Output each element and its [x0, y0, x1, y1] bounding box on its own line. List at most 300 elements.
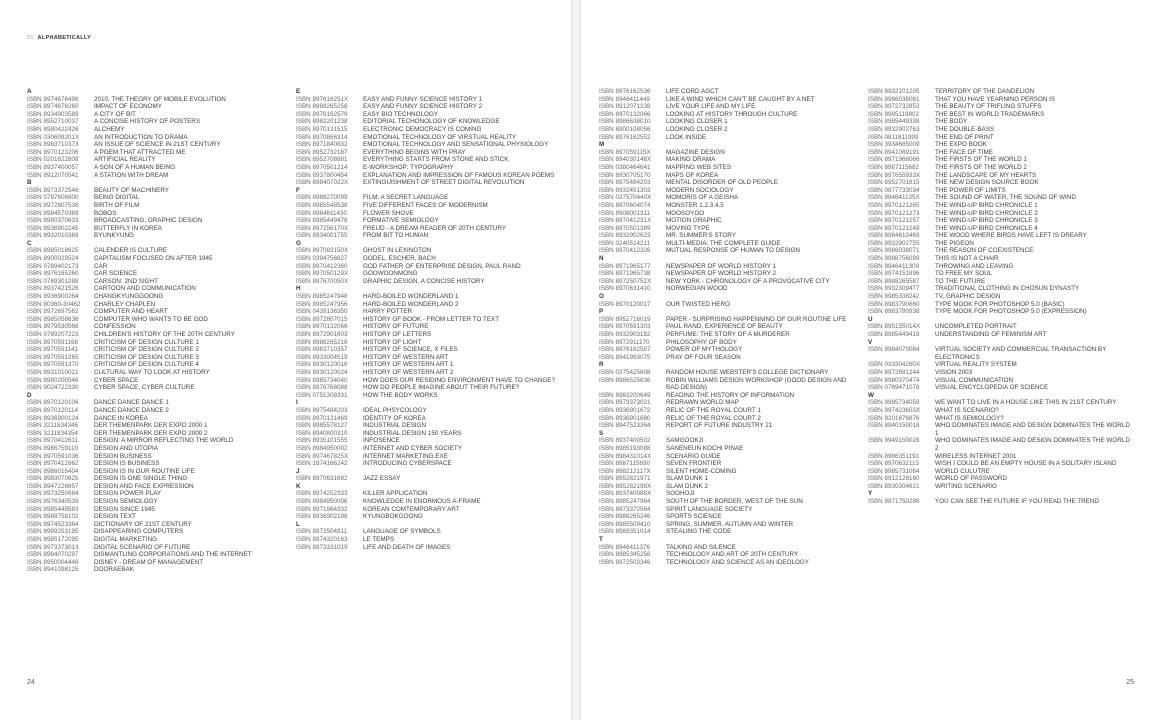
index-letter-heading: G [296, 239, 301, 247]
index-letter-heading: F [296, 186, 300, 194]
index-entry [296, 490, 558, 498]
index-entry [868, 194, 1130, 202]
book-title: DIGITAL SCENARIO OF FUTURE [94, 543, 191, 551]
isbn-number: ISBN 8940800310 [296, 429, 348, 437]
isbn-number: ISBN 8932902623 [599, 232, 651, 240]
book-title: THE DOUBLE-BASS [935, 125, 995, 133]
index-entry [599, 551, 855, 559]
book-title: NEWSPAPER OF WORLD HISTORY 1 [666, 262, 777, 270]
index-entry [296, 437, 558, 445]
index-entry [868, 308, 1130, 316]
book-title: DIGITAL MARKETING [94, 536, 157, 544]
book-title: LIKE A WIND WHICH CAN'T BE CAUGHT BY A NET [666, 95, 815, 103]
isbn-number: ISBN 897041231X [599, 217, 652, 225]
index-entry [27, 217, 289, 225]
index-entry [868, 460, 1130, 468]
book-title: CARSON: 2ND SIGHT [94, 277, 159, 285]
isbn-number: ISBN 8912070541 [27, 171, 79, 179]
isbn-number: ISBN 8970631682 [296, 475, 348, 483]
book-title: EVERYTHING STARTS FROM STONE AND STICK [363, 156, 509, 164]
isbn-number: ISBN 8985193088 [599, 444, 651, 452]
isbn-number: ISBN 897670050X [296, 277, 349, 285]
isbn-number: ISBN 8974252333 [296, 490, 348, 498]
isbn-number: ISBN 8983710373 [27, 141, 79, 149]
isbn-number: ISBN 898407022X [296, 179, 349, 187]
index-entry [296, 316, 558, 324]
book-title: POWER OF MYTHOLOGY [666, 346, 743, 354]
book-title: THE FACE OF TIME [935, 148, 993, 156]
book-title: TYPE MOOK FOR PHOTOSHOP 5.0 (BASIC) [935, 300, 1065, 308]
index-letter-heading: S [599, 429, 604, 437]
isbn-number: ISBN 8936902245 [27, 224, 79, 232]
isbn-number: ISBN 8985734040 [296, 376, 348, 384]
index-entry [296, 354, 558, 362]
index-entry [868, 134, 1130, 142]
index-entry [599, 445, 855, 453]
isbn-number: ISBN 8912071238 [599, 103, 651, 111]
book-title: PERFUME: THE STORY OF A MURDERER [666, 331, 790, 338]
index-entry [599, 217, 855, 225]
isbn-number: ISBN 8984950006 [296, 498, 348, 506]
book-title: A SON OF A HUMAN BEING [94, 163, 176, 171]
index-entry [27, 483, 289, 491]
index-entry [599, 149, 855, 157]
index-entry [27, 528, 289, 536]
index-entry [599, 278, 855, 286]
index-entry [27, 232, 289, 240]
index-entry [296, 293, 558, 301]
book-title: FROM BIT TO HUMAN [363, 232, 429, 240]
section-number: 01 [27, 35, 34, 41]
index-entry [296, 156, 558, 164]
book-title: MOOSOYOO [666, 209, 705, 217]
book-title: BOBOS [94, 209, 117, 217]
index-entry [868, 278, 1130, 286]
book-title: THE BEAUTY OF TRIFLING STUFFS [935, 103, 1042, 111]
book-title: SAMGOOKJI [666, 437, 704, 445]
index-entry [296, 339, 558, 347]
isbn-number: ISBN 8983790938 [868, 308, 920, 316]
index-entry [599, 422, 855, 430]
index-entry [27, 285, 289, 293]
isbn-number: ISBN 0789301288 [27, 277, 79, 285]
book-title: MUTUAL RESPONSE OF HUMAN TO DESIGN [666, 247, 800, 255]
book-title: THE WIND-UP BIRD CHRONICLE 3 [935, 217, 1038, 225]
book-title: MOTION GRAPHIC [666, 217, 722, 225]
isbn-number: ISBN 8970121265 [868, 201, 920, 209]
isbn-number: ISBN 0380464641 [599, 163, 651, 171]
isbn-number: ISBN 8201676876 [868, 414, 920, 422]
book-title: INTERNET AND CYBER SOCIETY [363, 444, 462, 452]
index-entry [27, 164, 289, 172]
book-title: GOOWOONMONG [363, 270, 418, 278]
isbn-number: ISBN 8941098125 [27, 566, 79, 574]
index-entry [599, 475, 855, 483]
book-title: EMOTIONAL TECHNOLOGY OF VIRSTUAL REALITY [363, 133, 517, 141]
book-title: ALCHEMY [94, 125, 125, 133]
book-title: SANENEUN KOCHI PINAE [666, 444, 744, 452]
book-title: BROADCASTING, GRAPHIC DESIGN [94, 217, 203, 225]
book-title: DICTIONARY OF 21ST CENTURY [94, 520, 192, 528]
index-entry [868, 453, 1130, 461]
isbn-number: ISBN 8972504911 [296, 528, 347, 536]
book-title: DESIGN BUSINESS [94, 452, 152, 460]
index-entry [868, 240, 1130, 248]
index-letter-heading: Y [868, 490, 873, 498]
index-entry [27, 453, 289, 461]
isbn-number: ISBN 0201622808 [27, 156, 79, 164]
book-title: HISTORY OF BOOK - FROM LETTER TO TEXT [363, 315, 500, 323]
index-entry [27, 559, 289, 567]
book-title: THE EXPO BOOK [935, 141, 987, 149]
book-title: COMPUTER WHO WANTS TO BE GOD [94, 315, 208, 323]
index-entry [599, 392, 855, 400]
isbn-number: ISBN 8937800454 [296, 171, 348, 179]
book-title: NEW YORK - CHRONOLOGY OF A PROVOCATIVE CITY [666, 277, 830, 285]
index-entry [27, 308, 289, 316]
book-title: LIFE AND DEATH OF IMAGES [363, 543, 451, 551]
index-entry [599, 134, 855, 142]
isbn-number: ISBN 8970132066 [599, 110, 651, 118]
index-letter-heading: E [296, 88, 301, 95]
isbn-number: ISBN 8979530566 [27, 323, 79, 331]
index-entry [868, 210, 1130, 218]
book-title: UNCOMPLETED PORTRAIT [935, 323, 1017, 331]
index-entry [599, 346, 855, 354]
isbn-number: ISBN 8972807538 [27, 201, 79, 209]
index-entry [868, 346, 1130, 361]
book-title: TERRITORY OF THE DANDELION [935, 88, 1035, 95]
isbn-number: ISBN 8985734059 [868, 399, 920, 407]
isbn-number: ISBN 8985247956 [296, 300, 348, 308]
book-title: NEWSPAPER OF WORLD HISTORY 2 [666, 270, 777, 278]
book-title: ROBIN WILLIAMS DESIGN WORKSHOP (GOOD DESIGN AND BAD DESIGN) [666, 376, 847, 392]
index-entry [599, 88, 855, 96]
book-title: CHILDREN'S HISTORY OF THE 20TH CENTURY [94, 331, 235, 338]
book-title: E-WORKSHOP: TYPOGRAPHY [363, 163, 454, 171]
isbn-number: ISBN 8908001311 [599, 209, 650, 217]
isbn-number: ISBN 80360-30462 [27, 300, 81, 308]
book-title: DESIGN SEMIOLOGY [94, 498, 158, 506]
index-entry [27, 445, 289, 453]
isbn-number: ISBN 8952701615 [868, 179, 920, 187]
book-title: EXTINGUISHMENT OF STREET DIGITAL REVOLUTION [363, 179, 525, 187]
isbn-number: ISBN 8970120114 [27, 406, 78, 414]
book-title: WISH I COULD BE AN EMPTY HOUSE IN A SOLITARY ISLAND [935, 460, 1117, 468]
isbn-number: ISBN 8975484203 [599, 179, 651, 187]
index-entry [296, 308, 558, 316]
book-title: MAKING DRAMA [666, 156, 716, 164]
book-title: SLAM DUNK 2 [666, 482, 708, 490]
index-entry [27, 361, 289, 369]
index-entry [296, 513, 558, 521]
index-entry [599, 498, 855, 506]
index-letter-heading: U [868, 315, 873, 323]
isbn-number: ISBN 897467825X [296, 452, 349, 460]
index-entry [27, 544, 289, 552]
book-title: EASY AND FUNNY SCIENCE HISTORY 2 [363, 103, 483, 111]
index-entry [868, 483, 1130, 491]
index-entry [868, 103, 1130, 111]
index-entry [599, 194, 855, 202]
isbn-number: ISBN 8976340539 [27, 498, 79, 506]
book-title: TRADITIONAL CLOTHING IN CHOSUN DYNASTY [935, 285, 1080, 293]
isbn-number: ISBN 8970591168 [27, 338, 78, 346]
book-title: CAPITALISM FOCUSED ON AFTER 1945 [94, 255, 213, 263]
book-title: MOVING TYPE [666, 224, 710, 232]
index-entry [296, 232, 558, 240]
index-entry [27, 490, 289, 498]
index-entry [868, 202, 1130, 210]
index-entry [868, 149, 1130, 157]
isbn-number: ISBN 8936901680 [599, 414, 651, 422]
isbn-number: ISBN 8985338242 [868, 293, 920, 301]
isbn-number: ISBN 8934903589 [27, 110, 79, 118]
book-title: MENTAL DISORDER OF OLD PEOPLE [666, 179, 778, 187]
index-letter-heading: C [27, 239, 32, 247]
book-title: THE BODY [935, 118, 968, 126]
isbn-number: ISBN 8932010369 [27, 232, 79, 240]
index-entry [27, 316, 289, 324]
isbn-number: ISBN 895282198X [599, 482, 652, 490]
index-entry [27, 187, 289, 195]
isbn-number: ISBN 8983710357 [296, 346, 348, 354]
isbn-number: ISBN 8973372546 [27, 186, 79, 194]
isbn-number: ISBN 8970591303 [599, 323, 651, 331]
isbn-number: ISBN 8930304621 [868, 482, 920, 490]
isbn-number: ISBN 8983790660 [868, 300, 920, 308]
book-title: DER THEMENPARK DER EXPO 2000 2 [94, 429, 208, 437]
index-entry [599, 111, 855, 119]
book-title: HISTORY OF WESTERN ART [363, 353, 449, 361]
isbn-number: ISBN 8970604074 [599, 201, 651, 209]
index-letter-heading: N [599, 255, 604, 263]
book-title: CRITICISM OF DESIGN CULTURE 4 [94, 361, 199, 369]
isbn-number: ISBN 8972503346 [599, 558, 651, 566]
index-entry [599, 225, 855, 233]
index-entry [296, 270, 558, 278]
isbn-number: ISBN 0375425608 [599, 368, 651, 376]
isbn-number: ISBN 0789402173 [27, 262, 79, 270]
isbn-number: ISBN 8986038061 [868, 95, 920, 103]
isbn-number: ISBN 898431014X [599, 452, 652, 460]
index-entry [27, 430, 289, 438]
index-entry [599, 247, 855, 255]
isbn-number: ISBN 8988265587 [868, 277, 920, 285]
book-title: NORWEGIAN WOOD [666, 285, 728, 293]
isbn-number: ISBN 8941993075 [599, 353, 651, 361]
book-title: SOOHOJI [666, 490, 695, 498]
index-entry [27, 521, 289, 529]
isbn-number: ISBN 8952821971 [599, 475, 651, 483]
book-title: HARRY POTTER [363, 308, 413, 316]
isbn-number: ISBN 8985731084 [868, 467, 920, 475]
book-title: BIRTH OF FILM [94, 201, 140, 209]
index-entry [296, 278, 558, 286]
isbn-number: ISBN 8988756099 [868, 255, 920, 263]
index-entry [27, 422, 289, 430]
index-entry [599, 544, 855, 552]
book-title: PRAY OF FOUR SEASON [666, 353, 741, 361]
isbn-number: ISBN 8984950002 [296, 444, 348, 452]
index-entry [599, 437, 855, 445]
index-entry [27, 377, 289, 385]
isbn-number: ISBN 8985449419 [868, 331, 920, 338]
book-title: EASY AND FUNNY SCIENCE HISTORY 1 [363, 95, 483, 103]
isbn-number: ISBN 0789207223 [27, 331, 79, 338]
isbn-number: ISBN 897250752X [599, 277, 652, 285]
isbn-number: ISBN 8946411309 [868, 262, 919, 270]
index-entry [868, 172, 1130, 180]
index-entry [599, 521, 855, 529]
isbn-number: ISBN 8985509410 [599, 520, 651, 528]
index-entry [868, 111, 1130, 119]
isbn-number: ISBN 8970131515 [296, 125, 348, 133]
index-entry [868, 399, 1130, 407]
book-title: AN ISSUE OF SCIENCE IN 21ST CENTURY [94, 141, 221, 149]
index-entry [27, 551, 289, 559]
isbn-number: ISBN 8971965738 [599, 270, 651, 278]
isbn-number: ISBN 8936900124 [27, 414, 79, 422]
book-title: MAPPING WEB SITES [666, 163, 732, 171]
book-title: TO THE FUTURE [935, 277, 986, 285]
isbn-number: ISBN 8985449583 [27, 505, 79, 513]
book-title: GODEL, ESCHER, BACH [363, 255, 436, 263]
isbn-number: ISBN 8972881244 [868, 368, 920, 376]
index-entry [296, 475, 558, 483]
isbn-number: ISBN 8986759110 [27, 444, 78, 452]
index-entry [868, 422, 1130, 437]
index-entry [27, 247, 289, 255]
isbn-number: ISBN 8940150018 [868, 422, 920, 430]
isbn-number: ISBN 8970132066 [296, 323, 348, 331]
index-entry [599, 210, 855, 218]
book-title: WORLD CULUTRE [935, 467, 990, 475]
section-label: ALPHABETICALLY [37, 35, 92, 41]
isbn-number: ISBN 8971964332 [296, 505, 348, 513]
isbn-number: ISBN 8947523364 [599, 422, 651, 430]
book-title: MULTI-MEDIA: THE COMPLETE GUIDE [666, 239, 781, 247]
book-title: HOW DO PEOPLE IMAGINE ABOUT THEIR FUTURE? [363, 384, 520, 392]
isbn-number: ISBN 8971750286 [868, 498, 920, 506]
isbn-number: ISBN 8973331019 [296, 543, 348, 551]
isbn-number: ISBN 895155014X [868, 323, 921, 331]
isbn-number: ISBN 8985449338 [868, 118, 920, 126]
book-title: KNOWLEDGE IN ENORMOUS A-FRAME [363, 498, 481, 506]
book-title: HOW THE BODY WORKS [363, 391, 438, 399]
book-title: CARTOON AND COMMUNICATION [94, 285, 196, 293]
index-entry [27, 460, 289, 468]
index-entry [868, 384, 1130, 392]
book-title: LOOKING AT HISTORY THROUGH CULTURE [666, 110, 798, 118]
isbn-number: ISBN 8972732853 [868, 103, 920, 111]
book-title: DESIGN IS BUSINESS [94, 460, 160, 468]
index-letter-heading: B [27, 179, 32, 187]
index-entry [296, 498, 558, 506]
book-title: MODERN SOCIOLOGY [666, 186, 734, 194]
index-entry [296, 103, 558, 111]
isbn-number: ISBN 8980370633 [27, 217, 79, 225]
index-entry [868, 225, 1130, 233]
index-entry [868, 141, 1130, 149]
book-title: CAR SCIENCE [94, 270, 138, 278]
isbn-number: ISBN 8987115682 [868, 163, 919, 171]
isbn-number: ISBN 8971965177 [599, 262, 651, 270]
book-title: PHILOSOPHY OF BODY [666, 338, 737, 346]
book-title: RELIC OF THE ROYAL COURT 2 [666, 414, 761, 422]
book-title: PAPER - SURPRISING HAPPENNING OF OUR ROUTINE LIFE [666, 315, 847, 323]
isbn-number: ISBN 8933004519 [296, 353, 348, 361]
index-column-4 [868, 88, 1130, 506]
book-title: WRITING SCENARIO [935, 482, 997, 490]
book-title: 2010, THE THEORY OF MOBILE EVOLUTION [94, 95, 226, 103]
book-title: SPIRIT LANGUAGE SOCIETY [666, 505, 753, 513]
index-entry [27, 103, 289, 111]
index-entry [27, 407, 289, 415]
book-title: THAT YOU HAVE YEARNING PERSON IS [935, 95, 1056, 103]
book-title: RELIC OF THE ROYAL COURT 1 [666, 406, 761, 414]
book-title: THE REASON OF COEXISTENCE [935, 247, 1034, 255]
isbn-number: ISBN 0787606800 [27, 194, 79, 202]
isbn-number: ISBN 897423603X [868, 406, 921, 414]
index-entry [27, 126, 289, 134]
index-entry [27, 134, 289, 142]
index-entry [296, 134, 558, 142]
index-entry [868, 179, 1130, 187]
index-entry [296, 225, 558, 233]
book-title: THE FIRSTS OF THE WORLD 1 [935, 156, 1027, 164]
book-title: TALKING AND SILENCE [666, 543, 736, 551]
index-entry [868, 164, 1130, 172]
page-number-right: 25 [1126, 679, 1134, 686]
isbn-number: ISBN 897083150X [296, 247, 349, 255]
book-title: IMPACT OF ECONOMY [94, 103, 162, 111]
index-entry [868, 118, 1130, 126]
book-title: HISTORY OF LIGHT [363, 338, 422, 346]
index-column-1 [27, 88, 289, 574]
index-entry [599, 506, 855, 514]
index-entry [296, 141, 558, 149]
index-entry [599, 263, 855, 271]
book-title: DISMANTLING CORPORATIONS AND THE INTERNET [94, 551, 252, 559]
index-entry [868, 323, 1130, 331]
book-title: MAGAZINE DESIGN [666, 148, 725, 156]
isbn-number: ISBN 9024722330 [27, 384, 79, 392]
index-entry [27, 323, 289, 331]
book-title: DESIGN AND UTOPIA [94, 444, 158, 452]
isbn-number: ISBN 898212117X [599, 467, 651, 475]
isbn-number: ISBN 8946411376 [599, 543, 650, 551]
index-entry [27, 278, 289, 286]
index-entry [868, 88, 1130, 96]
isbn-number: ISBN 8980422426 [27, 125, 79, 133]
book-title: VIRTUAL REALITY SYSTEM [935, 361, 1017, 369]
book-title: DANCE IN KOREA [94, 414, 148, 422]
index-entry [27, 566, 289, 574]
index-entry [868, 301, 1130, 309]
index-entry [868, 498, 1130, 506]
index-entry [296, 422, 558, 430]
book-title: VIRTUAL SOCIETY AND COMMERCIAL TRANSACTION BY ELECTRONICS [935, 346, 1107, 361]
index-entry [27, 270, 289, 278]
book-title: STEALING THE CODE [666, 528, 732, 536]
book-title: VISUAL COMMUNICATION [935, 376, 1014, 384]
index-entry [599, 483, 855, 491]
isbn-number: ISBN 8974676260 [27, 103, 79, 111]
book-title: DESIGN: A MIRROR REFLECTING THE WORLD [94, 437, 234, 445]
book-title: A CONCISE HISTORY OF POSTERS [94, 118, 201, 126]
book-title: THE FIRSTS OF THE WORLD 2 [935, 163, 1027, 171]
